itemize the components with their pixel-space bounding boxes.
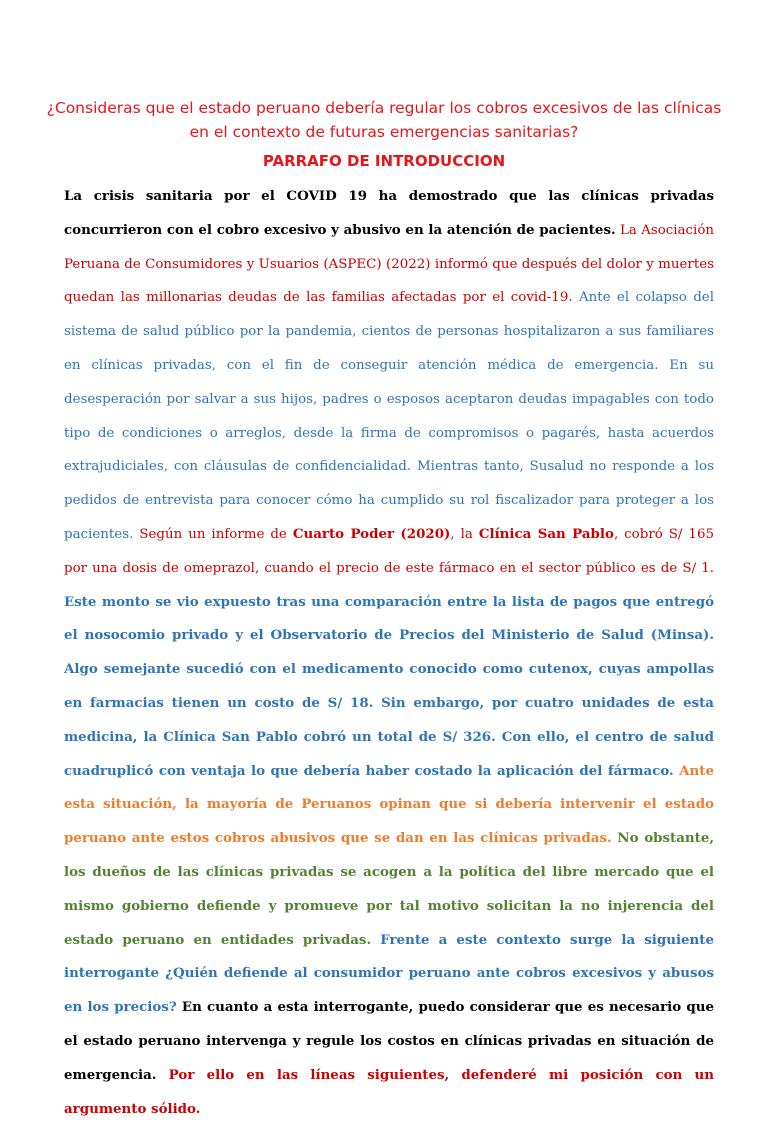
cuarto-poder-source: Cuarto Poder (2020) <box>292 525 451 542</box>
omeprazol-price-text: , cobró S/ 165 por una dosis de omeprazol, cuando el precio de este fármaco en el sector público es de S/ 1. <box>64 526 714 576</box>
closing-statement-text: Por ello en las líneas siguientes, defenderé mi posición con un argumento sólido. <box>64 1066 714 1117</box>
essay-question-title: ¿Consideras que el estado peruano debería regular los cobros excesivos de las clínicas en el contexto de futuras emergencias sanitarias? <box>46 99 722 141</box>
thesis-statement-text: En cuanto a esta interrogante, puedo considerar que es necesario que el estado peruano intervenga y regule los costos en clínicas privadas en situación de emergencia. <box>64 999 714 1083</box>
health-system-collapse-text: Ante el colapso del sistema de salud público por la pandemia, cientos de personas hospitalizaron a sus familiares en clínicas privadas, con el fin de conseguir atención médica de emergencia. En su desesperación por salvar a sus hijos, padres o esposos aceptaron deudas impagables con todo tipo de condiciones o arreglos, desde la firma de compromisos o pagarés, hasta acuerdos extrajudiciales, con cláusulas de confidencialidad. Mientras tanto, Susalud no responde a los pedidos de entrevista para conocer cómo ha cumplido su rol fiscalizador para proteger a los pacientes. <box>64 290 714 542</box>
public-opinion-text: Ante esta situación, la mayoría de Peruanos opinan que si debería intervenir el estado peruano ante estos cobros abusivos que se dan en las clínicas privadas. <box>64 762 714 847</box>
report-intro-text: Según un informe de <box>133 526 293 542</box>
research-question-text: Frente a este contexto surge la siguiente interrogante ¿Quién defiende al consumidor peruano ante cobros excesivos y abusos en los precios? <box>64 931 714 1016</box>
report-connector-text: , la <box>450 526 479 542</box>
aspec-citation-sentence: La Asociación Peruana de Consumidores y Usuarios (ASPEC) (2022) informó que después del dolor y muertes quedan las millonarias deudas de las familias afectadas por el covid-19. <box>64 222 715 306</box>
thesis-context-sentence: La crisis sanitaria por el COVID 19 ha demostrado que las clínicas privadas concurrieron con el cobro excesivo y abusivo en la atención de pacientes. <box>64 188 714 238</box>
free-market-counterargument-text: No obstante, los dueños de las clínicas privadas se acogen a la política del libre mercado que el mismo gobierno defiende y promueve por tal motivo solicitan la no injerencia del estado peruano en entidades privadas. <box>64 830 714 948</box>
section-heading: PARRAFO DE INTRODUCCION <box>262 152 506 170</box>
introduction-paragraph <box>64 180 714 1126</box>
price-comparison-text: Este monto se vio expuesto tras una comparación entre la lista de pagos que entregó el nosocomio privado y el Observatorio de Precios del Ministerio de Salud (Minsa). Algo semejante sucedió con el medicamento conocido como cutenox, cuyas ampollas en farmacias tienen un costo de S/ 18. Sin embargo, por cuatro unidades de esta medicina, la Clínica San Pablo cobró un total de S/ 326. Con ello, el centro de salud cuadruplicó con ventaja lo que debería haber costado la aplicación del fármaco. <box>64 593 714 779</box>
clinica-san-pablo-name: Clínica San Pablo <box>478 525 614 542</box>
